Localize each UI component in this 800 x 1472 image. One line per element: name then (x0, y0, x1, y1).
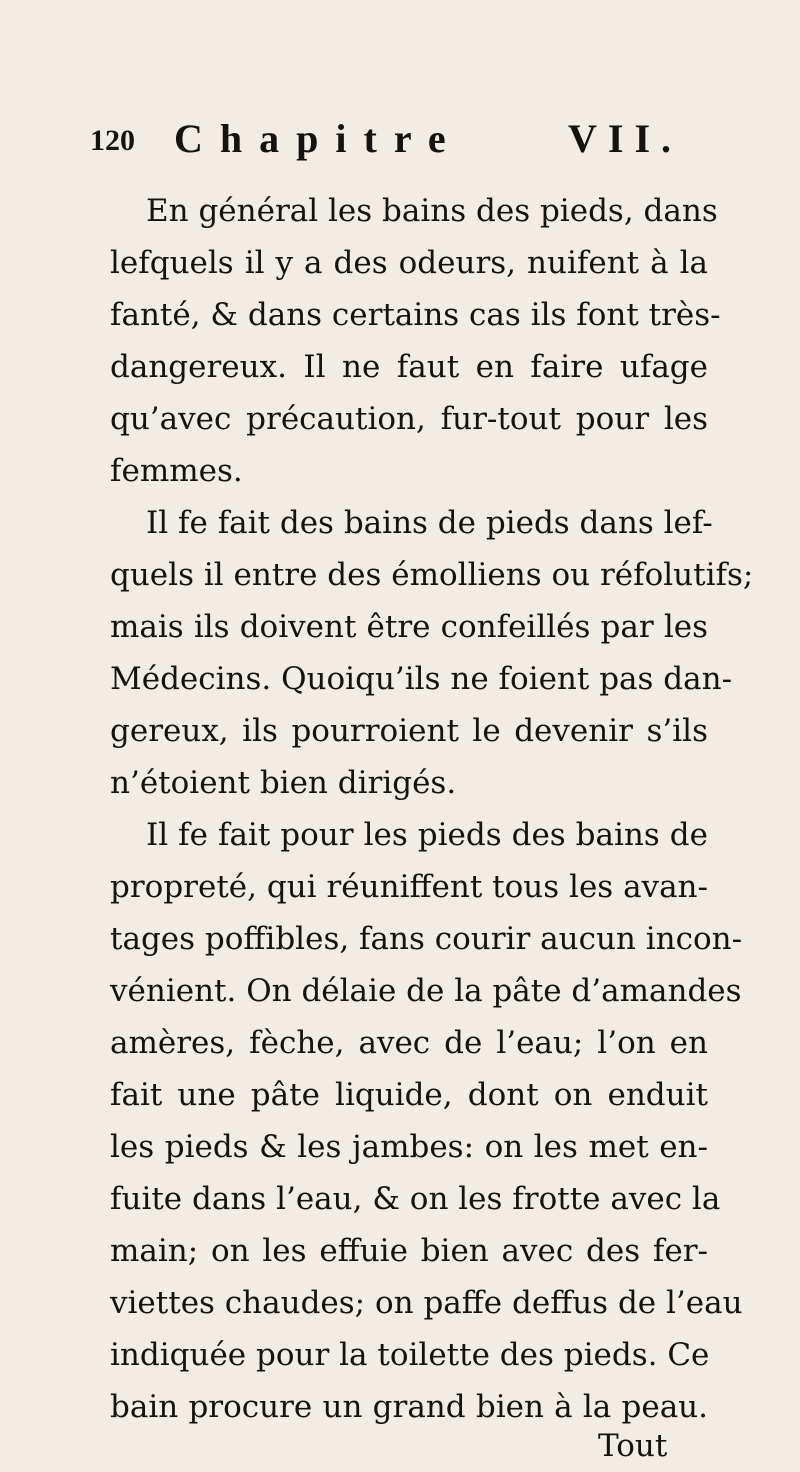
page-number: 120 (90, 124, 135, 157)
paragraph-2-line-6: n’étoient bien dirigés. (110, 765, 457, 801)
paragraph-3-line-11: indiquée pour la toilette des pieds. Ce (110, 1337, 710, 1373)
paragraph-3-line-6: fait une pâte liquide, dont on enduit (110, 1077, 708, 1113)
paragraph-2-line-1: Il fe fait des bains de pieds dans lef- (146, 505, 713, 541)
paragraph-1-line-3: fanté, & dans certains cas ils font très- (110, 297, 721, 333)
chapter-number: VII. (568, 116, 683, 161)
paragraph-1-line-2: lefquels il y a des odeurs, nuifent à la (110, 245, 708, 281)
paragraph-3-line-2: propreté, qui réuniffent tous les avan- (110, 869, 708, 905)
paragraph-1-line-5: qu’avec précaution, fur-tout pour les (110, 401, 708, 437)
catchword: Tout (598, 1428, 668, 1464)
paragraph-3-line-10: viettes chaudes; on paffe deffus de l’eau (110, 1285, 743, 1321)
paragraph-3-line-12: bain procure un grand bien à la peau. (110, 1389, 708, 1425)
paragraph-2-line-4: Médecins. Quoiqu’ils ne foient pas dan- (110, 661, 733, 697)
paragraph-2-line-3: mais ils doivent être confeillés par les (110, 609, 708, 645)
paragraph-3-line-4: vénient. On délaie de la pâte d’amandes (110, 973, 742, 1009)
paragraph-3-line-3: tages poffibles, fans courir aucun incon- (110, 921, 743, 957)
paragraph-3-line-1: Il fe fait pour les pieds des bains de (146, 817, 708, 853)
paragraph-3-line-5: amères, fèche, avec de l’eau; l’on en (110, 1025, 708, 1061)
paragraph-1-line-1: En général les bains des pieds, dans (146, 193, 718, 229)
chapter-heading: Chapitre (174, 116, 463, 161)
paragraph-3-line-8: fuite dans l’eau, & on les frotte avec la (110, 1181, 721, 1217)
paragraph-1-line-6: femmes. (110, 453, 243, 489)
paragraph-3-line-9: main; on les effuie bien avec des fer- (110, 1233, 708, 1269)
paragraph-2-line-2: quels il entre des émolliens ou réfolutifs; (110, 557, 754, 593)
paragraph-1-line-4: dangereux. Il ne faut en faire ufage (110, 349, 708, 385)
paragraph-2-line-5: gereux, ils pourroient le devenir s’ils (110, 713, 708, 749)
paragraph-3-line-7: les pieds & les jambes: on les met en- (110, 1129, 708, 1165)
